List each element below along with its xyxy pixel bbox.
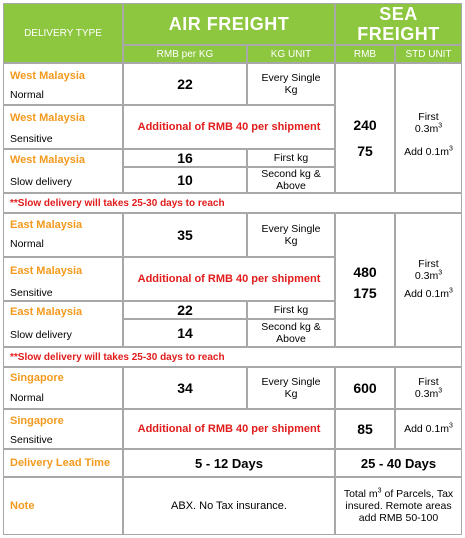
singapore-sensitive-charge xyxy=(123,409,335,449)
west-normal-label: Normal xyxy=(10,89,44,101)
delivery-type-header xyxy=(3,3,123,63)
air-note xyxy=(123,477,335,535)
west-sea-add-rate: 75 xyxy=(357,143,373,159)
singapore-normal-unit xyxy=(247,367,335,409)
west-slow-first-unit xyxy=(247,149,335,167)
east-slow-first-rate xyxy=(123,301,247,319)
every-single-kg-label: Every Single Kg xyxy=(261,72,321,96)
east-normal-type-cell xyxy=(3,213,123,257)
second-kg-above-label: Second kg & Above xyxy=(261,321,321,345)
east-sea-unit-cell xyxy=(395,213,462,347)
east-sea-first-unit xyxy=(396,257,461,283)
east-sensitive-label: Sensitive xyxy=(10,287,53,299)
cubic-sup: 3 xyxy=(438,269,443,277)
sea-first-label: First 0.3m xyxy=(414,111,439,135)
cubic-sup: 3 xyxy=(438,122,443,130)
singapore-sea-first-rate xyxy=(335,367,395,409)
east-region-label: East Malaysia xyxy=(10,219,83,231)
slow-notice-text: **Slow delivery will takes 25-30 days to reach xyxy=(10,197,225,209)
west-slow-first-rate xyxy=(123,149,247,167)
west-slow-type-cell xyxy=(3,149,123,193)
first-kg-label: First kg xyxy=(273,152,309,164)
west-sensitive-label: Sensitive xyxy=(10,133,53,145)
kg-unit-header xyxy=(247,45,335,63)
singapore-normal-label: Normal xyxy=(10,392,44,404)
east-sea-add-rate: 175 xyxy=(353,285,377,301)
air-freight-title: AIR FREIGHT xyxy=(168,14,290,34)
cubic-sup: 3 xyxy=(438,387,443,395)
west-slow-label: Slow delivery xyxy=(10,176,72,188)
west-region-label: West Malaysia xyxy=(10,112,86,124)
east-slow-second-value: 14 xyxy=(177,325,193,341)
note-label-cell xyxy=(3,477,123,535)
east-normal-rate-value: 35 xyxy=(177,227,193,243)
east-region-label: East Malaysia xyxy=(10,306,83,318)
lead-time-label: Delivery Lead Time xyxy=(10,457,111,469)
west-normal-rate-value: 22 xyxy=(177,76,193,92)
sea-note-post: of Parcels, Tax insured. Remote areas add RMB 50-100 xyxy=(345,488,454,524)
cubic-sup: 3 xyxy=(377,487,382,495)
singapore-normal-rate xyxy=(123,367,247,409)
east-normal-rate xyxy=(123,213,247,257)
east-sea-first-rate: 480 xyxy=(353,264,377,280)
sensitive-charge-text: Additional of RMB 40 per shipment xyxy=(137,121,321,133)
east-sea-add-unit xyxy=(396,286,461,302)
sea-note-text xyxy=(343,488,455,524)
sea-note xyxy=(335,477,462,535)
rmb-per-kg-label: RMB per KG xyxy=(156,48,214,60)
rmb-header xyxy=(335,45,395,63)
east-slow-first-value: 22 xyxy=(177,302,193,318)
sea-freight-header xyxy=(335,3,462,45)
air-lead-time xyxy=(123,449,335,477)
cubic-sup: 3 xyxy=(449,287,453,295)
slow-delivery-notice-east xyxy=(3,347,462,367)
singapore-region-label: Singapore xyxy=(10,415,64,427)
west-sensitive-type-cell xyxy=(3,105,123,149)
east-normal-label: Normal xyxy=(10,238,44,250)
cubic-sup: 3 xyxy=(449,145,453,153)
east-slow-type-cell xyxy=(3,301,123,347)
air-freight-header xyxy=(123,3,335,45)
delivery-type-label: DELIVERY TYPE xyxy=(24,27,102,39)
sensitive-charge-text: Additional of RMB 40 per shipment xyxy=(137,273,321,285)
singapore-sea-first-unit xyxy=(395,367,462,409)
west-slow-second-value: 10 xyxy=(177,172,193,188)
east-sensitive-type-cell xyxy=(3,257,123,301)
west-sea-unit-cell xyxy=(395,63,462,193)
std-unit-header xyxy=(395,45,462,63)
sea-first-label: First 0.3m xyxy=(414,258,439,282)
singapore-sensitive-type-cell xyxy=(3,409,123,449)
std-unit-label: STD UNIT xyxy=(405,48,452,60)
first-kg-label: First kg xyxy=(273,304,309,316)
east-normal-unit xyxy=(247,213,335,257)
sea-lead-time-value: 25 - 40 Days xyxy=(360,455,437,471)
air-lead-time-value: 5 - 12 Days xyxy=(195,455,263,471)
note-label: Note xyxy=(10,500,35,512)
singapore-sea-add-rate xyxy=(335,409,395,449)
west-region-label: West Malaysia xyxy=(10,70,86,82)
air-note-text: ABX. No Tax insurance. xyxy=(171,500,287,512)
west-sea-add-unit xyxy=(396,144,461,160)
singapore-normal-rate-value: 34 xyxy=(177,380,193,396)
sea-first-label: First 0.3m xyxy=(414,376,439,400)
east-region-label: East Malaysia xyxy=(10,265,83,277)
east-sensitive-charge xyxy=(123,257,335,301)
sensitive-charge-text: Additional of RMB 40 per shipment xyxy=(137,423,321,435)
shipping-rate-table xyxy=(3,3,462,535)
singapore-sea-first-value: 600 xyxy=(353,380,377,396)
east-sea-rmb-cell xyxy=(335,213,395,347)
rmb-label: RMB xyxy=(353,48,377,60)
east-slow-label: Slow delivery xyxy=(10,329,72,341)
cubic-sup: 3 xyxy=(449,422,453,430)
singapore-sea-add-value: 85 xyxy=(357,421,373,437)
sea-add-label: Add 0.1m xyxy=(404,146,450,158)
west-region-label: West Malaysia xyxy=(10,154,86,166)
slow-notice-text: **Slow delivery will takes 25-30 days to reach xyxy=(10,351,225,363)
west-sensitive-charge xyxy=(123,105,335,149)
kg-unit-label: KG UNIT xyxy=(270,48,312,60)
slow-delivery-notice-west xyxy=(3,193,462,213)
lead-time-label-cell xyxy=(3,449,123,477)
west-slow-first-value: 16 xyxy=(177,150,193,166)
sea-add-label: Add 0.1m xyxy=(404,423,450,435)
second-kg-above-label: Second kg & Above xyxy=(261,168,321,192)
singapore-region-label: Singapore xyxy=(10,372,64,384)
west-slow-second-rate xyxy=(123,167,247,193)
west-normal-type-cell xyxy=(3,63,123,105)
east-slow-first-unit xyxy=(247,301,335,319)
rmb-per-kg-header xyxy=(123,45,247,63)
sea-lead-time xyxy=(335,449,462,477)
sea-add-label: Add 0.1m xyxy=(404,288,450,300)
sea-note-pre: Total m xyxy=(343,488,378,500)
west-sea-first-rate: 240 xyxy=(353,117,377,133)
sea-freight-title: SEA FREIGHT xyxy=(357,4,440,44)
west-slow-second-unit xyxy=(247,167,335,193)
west-normal-rate xyxy=(123,63,247,105)
east-slow-second-rate xyxy=(123,319,247,347)
west-sea-rmb-cell xyxy=(335,63,395,193)
west-sea-first-unit xyxy=(396,110,461,136)
west-normal-unit xyxy=(247,63,335,105)
every-single-kg-label: Every Single Kg xyxy=(261,223,321,247)
every-single-kg-label: Every Single Kg xyxy=(261,376,321,400)
singapore-sensitive-label: Sensitive xyxy=(10,434,53,446)
singapore-normal-type-cell xyxy=(3,367,123,409)
east-slow-second-unit xyxy=(247,319,335,347)
singapore-sea-add-unit xyxy=(395,409,462,449)
